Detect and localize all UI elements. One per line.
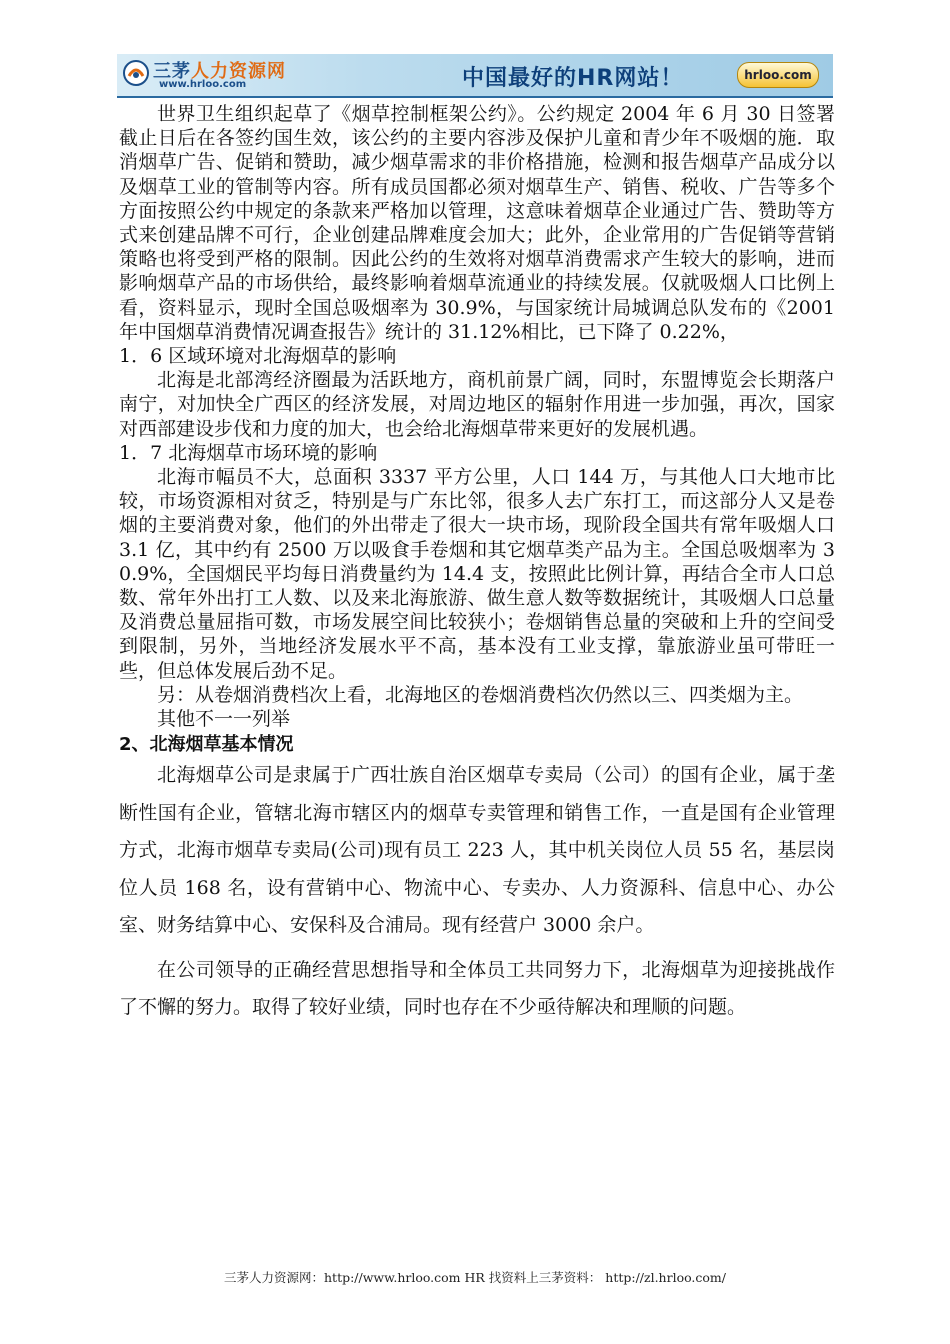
banner-slogan: 中国最好的HR网站！ <box>462 66 684 91</box>
header-banner[interactable] <box>117 54 833 98</box>
document-body <box>119 102 835 1027</box>
site-button[interactable]: hrloo.com <box>737 62 819 88</box>
page-footer: 三茅人力资源网：http://www.hrloo.com HR 找资料上三茅资料： http://zl.hrloo.com/ <box>224 1270 726 1285</box>
paragraph-market-environment: 北海市幅员不大，总面积 3337 平方公里，人口 144 万，与其他人口大地市比较，市场资源相对贫乏，特别是与广东比邻，很多人去广东打工，而这部分人又是卷烟的主要消费对象，他们的外出带走了很大一块市场，现阶段全国共有常年吸烟人口 3.1 亿，其中约有 2500 万以吸食手卷烟和其它烟草类产品为主。全国总吸烟率为 30.9%，全国烟民平均每日消费量约为 14.4 支，按照此比例计算，再结合全市人口总数、常年外出打工人数、以及来北海旅游、做生意人数等数据统计，其吸烟人口总量及消费总量屈指可数，市场发展空间比较狭小；卷烟销售总量的突破和上升的空间受到限制，另外，当地经济发展水平不高，基本没有工业支撑，靠旅游业虽可带旺一些，但总体发展后劲不足。 <box>119 466 835 682</box>
paragraph-framework-convention: 世界卫生组织起草了《烟草控制框架公约》。公约规定 2004 年 6 月 30 日签署截止日后在各签约国生效，该公约的主要内容涉及保护儿童和青少年不吸烟的施．取消烟草广告、促销和赞助，减少烟草需求的非价格措施，检测和报告烟草产品成分以及烟草工业的管制等内容。所有成员国都必须对烟草生产、销售、税收、广告等多个方面按照公约中规定的条款来严格加以管理，这意味着烟草企业通过广告、赞助等方式来创建品牌不可行，企业创建品牌难度会加大；此外，企业常用的广告促销等营销策略也将受到严格的限制。因此公约的生效将对烟草消费需求产生较大的影响，进而影响烟草产品的市场供给，最终影响着烟草流通业的持续发展。仅就吸烟人口比例上看，资料显示，现时全国总吸烟率为 30.9%，与国家统计局城调总队发布的《2001 年中国烟草消费情况调查报告》统计的 31.12%相比，已下降了 0.22%， <box>119 103 835 343</box>
logo-url: www.hrloo.com <box>159 79 247 90</box>
paragraph-company-efforts: 在公司领导的正确经营思想指导和全体员工共同努力下，北海烟草为迎接挑战作了不懈的努力。取得了较好业绩，同时也存在不少亟待解决和理顺的问题。 <box>119 958 835 1019</box>
paragraph-regional-environment: 北海是北部湾经济圈最为活跃地方，商机前景广阔，同时，东盟博览会长期落户南宁，对加快全广西区的经济发展，对周边地区的辐射作用进一步加强，再次，国家对西部建设步伐和力度的加大，也会给北海烟草带来更好的发展机遇。 <box>119 369 835 440</box>
heading-2: 2、北海烟草基本情况 <box>119 734 294 756</box>
heading-1-6: 1．6 区域环境对北海烟草的影响 <box>119 345 397 368</box>
paragraph-others: 其他不一一列举 <box>157 708 291 731</box>
logo-icon <box>123 60 149 86</box>
logo-title-accent: 人力资源网 <box>191 61 286 82</box>
heading-1-7: 1．7 北海烟草市场环境的影响 <box>119 441 378 464</box>
paragraph-company-overview: 北海烟草公司是隶属于广西壮族自治区烟草专卖局（公司）的国有企业，属于垄断性国有企业，管辖北海市辖区内的烟草专卖管理和销售工作，一直是国有企业管理方式，北海市烟草专卖局(公司)现有员工 223 人，其中机关岗位人员 55 名，基层岗位人员 168 名，设有营销中心、物流中心、专卖办、人力资源科、信息中心、办公室、财务结算中心、安保科及合浦局。现有经营户 3000 余户。 <box>119 764 835 937</box>
paragraph-consumption-grade: 另：从卷烟消费档次上看，北海地区的卷烟消费档次仍然以三、四类烟为主。 <box>157 683 804 706</box>
logo-title-main: 三茅 <box>153 61 191 82</box>
